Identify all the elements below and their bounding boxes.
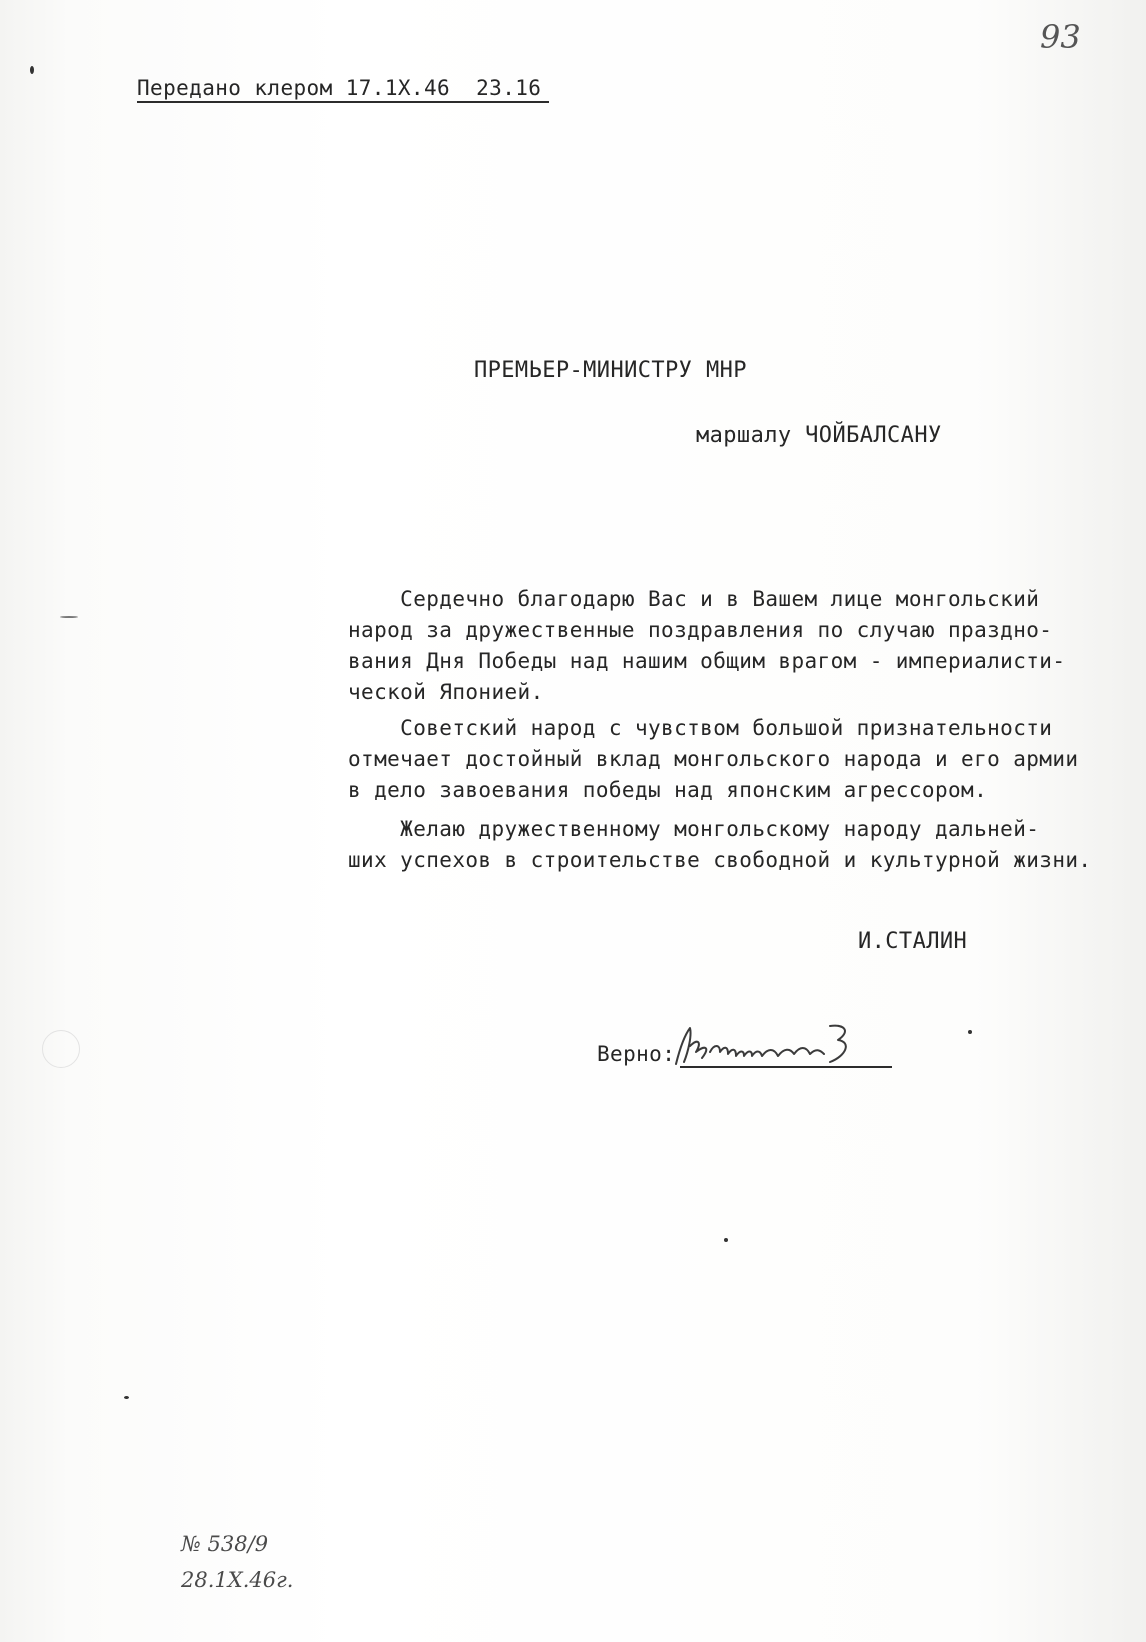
paragraph-line: ческой Японией. [348, 680, 544, 704]
scan-speck [124, 1396, 129, 1399]
paragraph-line: Сердечно благодарю Вас и в Вашем лице монгольский [348, 587, 1040, 611]
scan-speck [30, 66, 34, 74]
paragraph-line: в дело завоевания победы над японским агрессором. [348, 778, 988, 802]
addressee-title: ПРЕМЬЕР-МИНИСТРУ МНР [474, 358, 747, 383]
handwritten-signature-icon [670, 1018, 880, 1072]
signature-name: И.СТАЛИН [858, 929, 968, 954]
scan-speck [60, 616, 78, 618]
archive-date: 28.1Х.46г. [181, 1568, 294, 1592]
scan-speck [968, 1030, 972, 1034]
paragraph-line: отмечает достойный вклад монгольского народа и его армии [348, 747, 1079, 771]
verno-underline [680, 1066, 892, 1068]
page-number: 93 [1040, 18, 1081, 56]
verno-label: Верно: [597, 1042, 676, 1066]
addressee-name: маршалу ЧОЙБАЛСАНУ [696, 423, 942, 448]
archive-number: № 538/9 [181, 1532, 269, 1556]
scan-speck [724, 1238, 728, 1242]
paragraph-line: ших успехов в строительстве свободной и культурной жизни. [348, 848, 1092, 872]
transmission-line: Передано клером 17.1Х.46 23.16 [137, 76, 549, 103]
paragraph-line: Желаю дружественному монгольскому народу дальней- [348, 817, 1040, 841]
paragraph-line: Советский народ с чувством большой признательности [348, 716, 1053, 740]
scan-speck [42, 1030, 80, 1068]
paragraph-line: вания Дня Победы над нашим общим врагом - империалисти- [348, 649, 1066, 673]
paragraph-line: народ за дружественные поздравления по случаю праздно- [348, 618, 1053, 642]
